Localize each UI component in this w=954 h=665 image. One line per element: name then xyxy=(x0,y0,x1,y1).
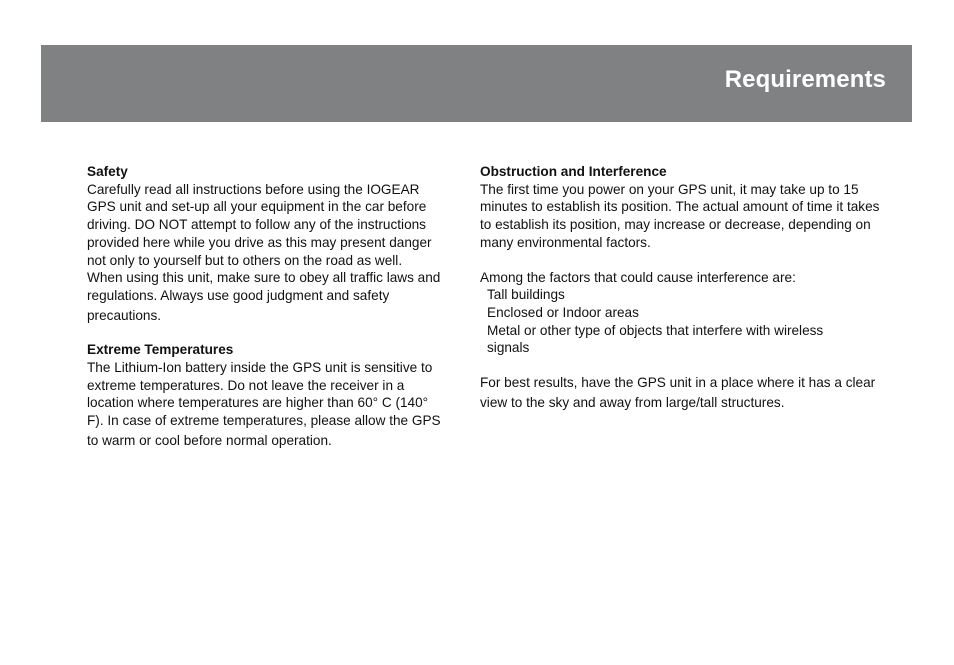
safety-section xyxy=(87,163,472,324)
temperature-line: F). In case of extreme temperatures, please allow the GPS xyxy=(87,413,441,429)
safety-line: driving. DO NOT attempt to follow any of the instructions xyxy=(87,217,426,233)
left-column xyxy=(87,163,472,450)
temperature-line: extreme temperatures. Do not leave the receiver in a xyxy=(87,377,405,393)
best-results-section xyxy=(480,374,910,411)
obstruction-line: to establish its position, may increase or decrease, depending on xyxy=(480,217,871,233)
right-column xyxy=(480,163,910,411)
safety-heading: Safety xyxy=(87,164,128,179)
obstruction-heading: Obstruction and Interference xyxy=(480,164,667,179)
list-item: Enclosed or Indoor areas xyxy=(487,304,639,320)
best-results-line: view to the sky and away from large/tall structures. xyxy=(480,394,785,410)
temperature-line: The Lithium-Ion battery inside the GPS unit is sensitive to xyxy=(87,360,433,376)
list-item: Metal or other type of objects that interfere with wireless xyxy=(487,322,824,338)
obstruction-line: many environmental factors. xyxy=(480,234,651,250)
temperature-heading: Extreme Temperatures xyxy=(87,342,234,358)
safety-line: not only to yourself but to others on the road as well. xyxy=(87,252,403,268)
temperature-line: to warm or cool before normal operation. xyxy=(87,432,332,448)
factors-section xyxy=(480,269,910,358)
safety-line: provided here while you drive as this may present danger xyxy=(87,234,432,250)
obstruction-line: minutes to establish its position. The actual amount of time it takes xyxy=(480,199,880,215)
obstruction-section xyxy=(480,163,910,252)
page-title: Requirements xyxy=(724,66,886,93)
safety-line: regulations. Always use good judgment and safety xyxy=(87,287,390,303)
safety-line: Carefully read all instructions before using the IOGEAR xyxy=(87,181,420,197)
safety-line: precautions. xyxy=(87,307,162,323)
list-item: signals xyxy=(487,340,530,356)
obstruction-line: The first time you power on your GPS unit, it may take up to 15 xyxy=(480,181,859,197)
section-gap xyxy=(480,357,910,374)
temperature-line: location where temperatures are higher than 60° C (140° xyxy=(87,395,429,411)
list-item: Tall buildings xyxy=(487,287,565,303)
temperature-section xyxy=(87,341,472,449)
factors-list xyxy=(480,286,910,357)
factors-intro: Among the factors that could cause interference are: xyxy=(480,269,796,285)
safety-line: GPS unit and set-up all your equipment in the car before xyxy=(87,199,427,215)
safety-line: When using this unit, make sure to obey all traffic laws and xyxy=(87,270,441,286)
section-gap xyxy=(87,324,472,341)
best-results-line: For best results, have the GPS unit in a place where it has a clear xyxy=(480,375,876,391)
header-band xyxy=(41,45,912,122)
section-gap xyxy=(480,252,910,269)
